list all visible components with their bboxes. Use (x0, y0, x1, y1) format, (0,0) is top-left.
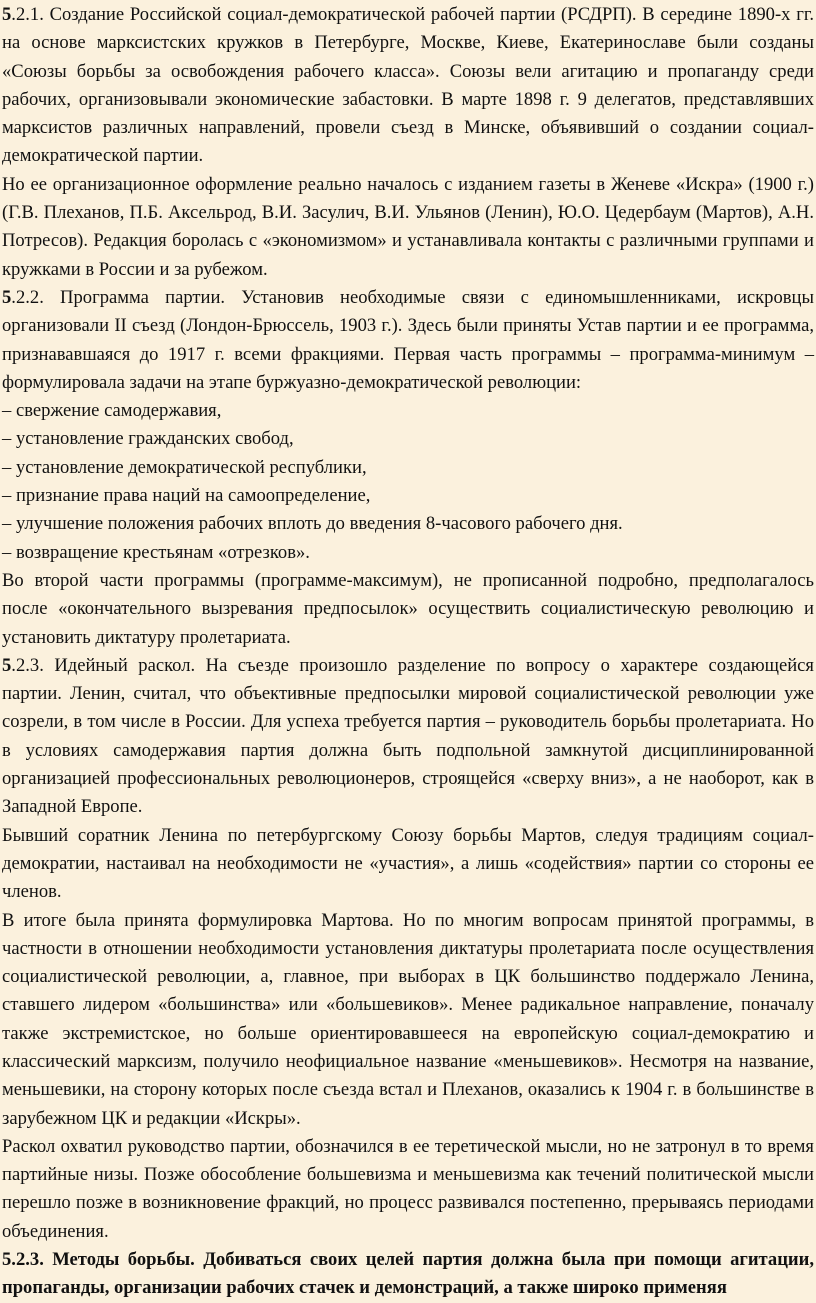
paragraph-text: Но ее организационное оформление реально началось с изданием газеты в Женеве «Искра» (1900 г.) (Г.В. Плеханов, П.Б. Аксельрод, В.И. Засулич, В.И. Ульянов (Ленин), Ю.О. Цедербаум (Мартов), А.Н. Потресов). Редакция боролась с «экономизмом» и устанавливала контакты с различными группами и кружками в России и за рубежом. (2, 173, 814, 280)
section-number: 5 (2, 4, 12, 25)
list-item: – свержение самодержавия, (2, 400, 222, 422)
list-item: – установление гражданских свобод, (2, 428, 294, 450)
paragraph-text: Бывший соратник Ленина по петербургскому Союзу борьбы Мартов, следуя традициям социал-демократии, настаивал на необходимости не «участия», а лишь «содействия» партии со стороны ее членов. (2, 824, 814, 903)
paragraph-text: .2.3. Методы борьбы. Добиваться своих целей партия должна была при помощи агитации, пропаганды, организации рабочих стачек и демонстраций, а также широко применяя (2, 1249, 814, 1299)
section-number: 5 (2, 654, 12, 676)
section-number: 5 (2, 286, 12, 308)
paragraph-text: .2.3. Идейный раскол. На съезде произошло разделение по вопросу о характере создающейся партии. Ленин, считал, что объективные предпосылки мировой социалистической революции уже созрели, в том числе в России. Для успеха требуется партия – руководитель борьбы пролетариата. Но в условиях самодержавия партия должна быть подпольной замкнутой дисциплинированной организацией профессиональных революционеров, строящейся «сверху вниз», а не наоборот, как в Западной Европе. (2, 654, 814, 818)
paragraph-program-maximum: Во второй части программы (программе-максимум), не прописанной подробно, предполагалось после «окончательного вызревания предпосылок» осуществить социалистическую революцию и установить диктатуру пролетариата. (2, 569, 814, 648)
paragraph-text: .2.1. Создание Российской социал-демократической рабочей партии (РСДРП). В середине 1890-х гг. на основе марксистских кружков в Петербурге, Москве, Киеве, Екатеринославе были созданы «Союзы борьбы за освобождения рабочего класса». Союзы вели агитацию и пропаганду среди рабочих, организовывали экономические забастовки. В марте 1898 г. 9 делегатов, представлявших марксистов различных направлений, провели съезд в Минске, объявивший о создании социал-демократической партии. (2, 4, 814, 167)
paragraph-schism (2, 1133, 814, 1246)
paragraph-5-2-3-split (2, 652, 814, 822)
paragraph-text: .2.2. Программа партии. Установив необходимые связи с единомышленниками, искровцы организовали II съезд (Лондон-Брюссель, 1903 г.). Здесь были приняты Устав партии и ее программа, признававшаяся до 1917 г. всеми фракциями. Первая часть программы – программа-минимум – формулировала задачи на этапе буржуазно-демократической революции: (2, 286, 814, 393)
paragraph-text: В итоге была принята формулировка Мартова. Но по многим вопросам принятой программы, в частности в отношении необходимости установления диктатуры пролетариата после осуществления социалистической революции, а, главное, при выборах в ЦК большинство поддержало Ленина, ставшего лидером «большинства» или «большевиков». Менее радикальное направление, поначалу также экстремистское, но больше ориентировавшееся на европейскую социал-демократию и классический марксизм, получило неофициальное название «меньшевиков». Несмотря на название, меньшевики, на сторону которых после съезда встал и Плеханов, оказались к 1904 г. в большинстве в зарубежном ЦК и редакции «Искры». (2, 909, 814, 1129)
list-item: – установление демократической республики, (2, 456, 367, 478)
list-item: – улучшение положения рабочих вплоть до введения 8-часового рабочего дня. (2, 513, 623, 535)
paragraph-iskra (2, 171, 814, 284)
list-item: – признание права наций на самоопределение, (2, 485, 371, 507)
paragraph-martov (2, 822, 814, 907)
paragraph-text: Раскол охватил руководство партии, обозначился в ее теретической мысли, но не затронул в то время партийные низы. Позже обособление большевизма и меньшевизма как течений политической мысли перешло позже в возникновение фракций, но процесс развивался постепенно, прерываясь периодами объединения. (2, 1135, 814, 1242)
paragraph-outcome (2, 907, 814, 1133)
paragraph-5-2-2 (2, 284, 814, 397)
paragraph-5-2-1 (2, 1, 814, 171)
section-number: 5 (2, 1249, 12, 1271)
paragraph-5-2-3-methods (2, 1246, 814, 1303)
list-item: – возвращение крестьянам «отрезков». (2, 541, 310, 563)
